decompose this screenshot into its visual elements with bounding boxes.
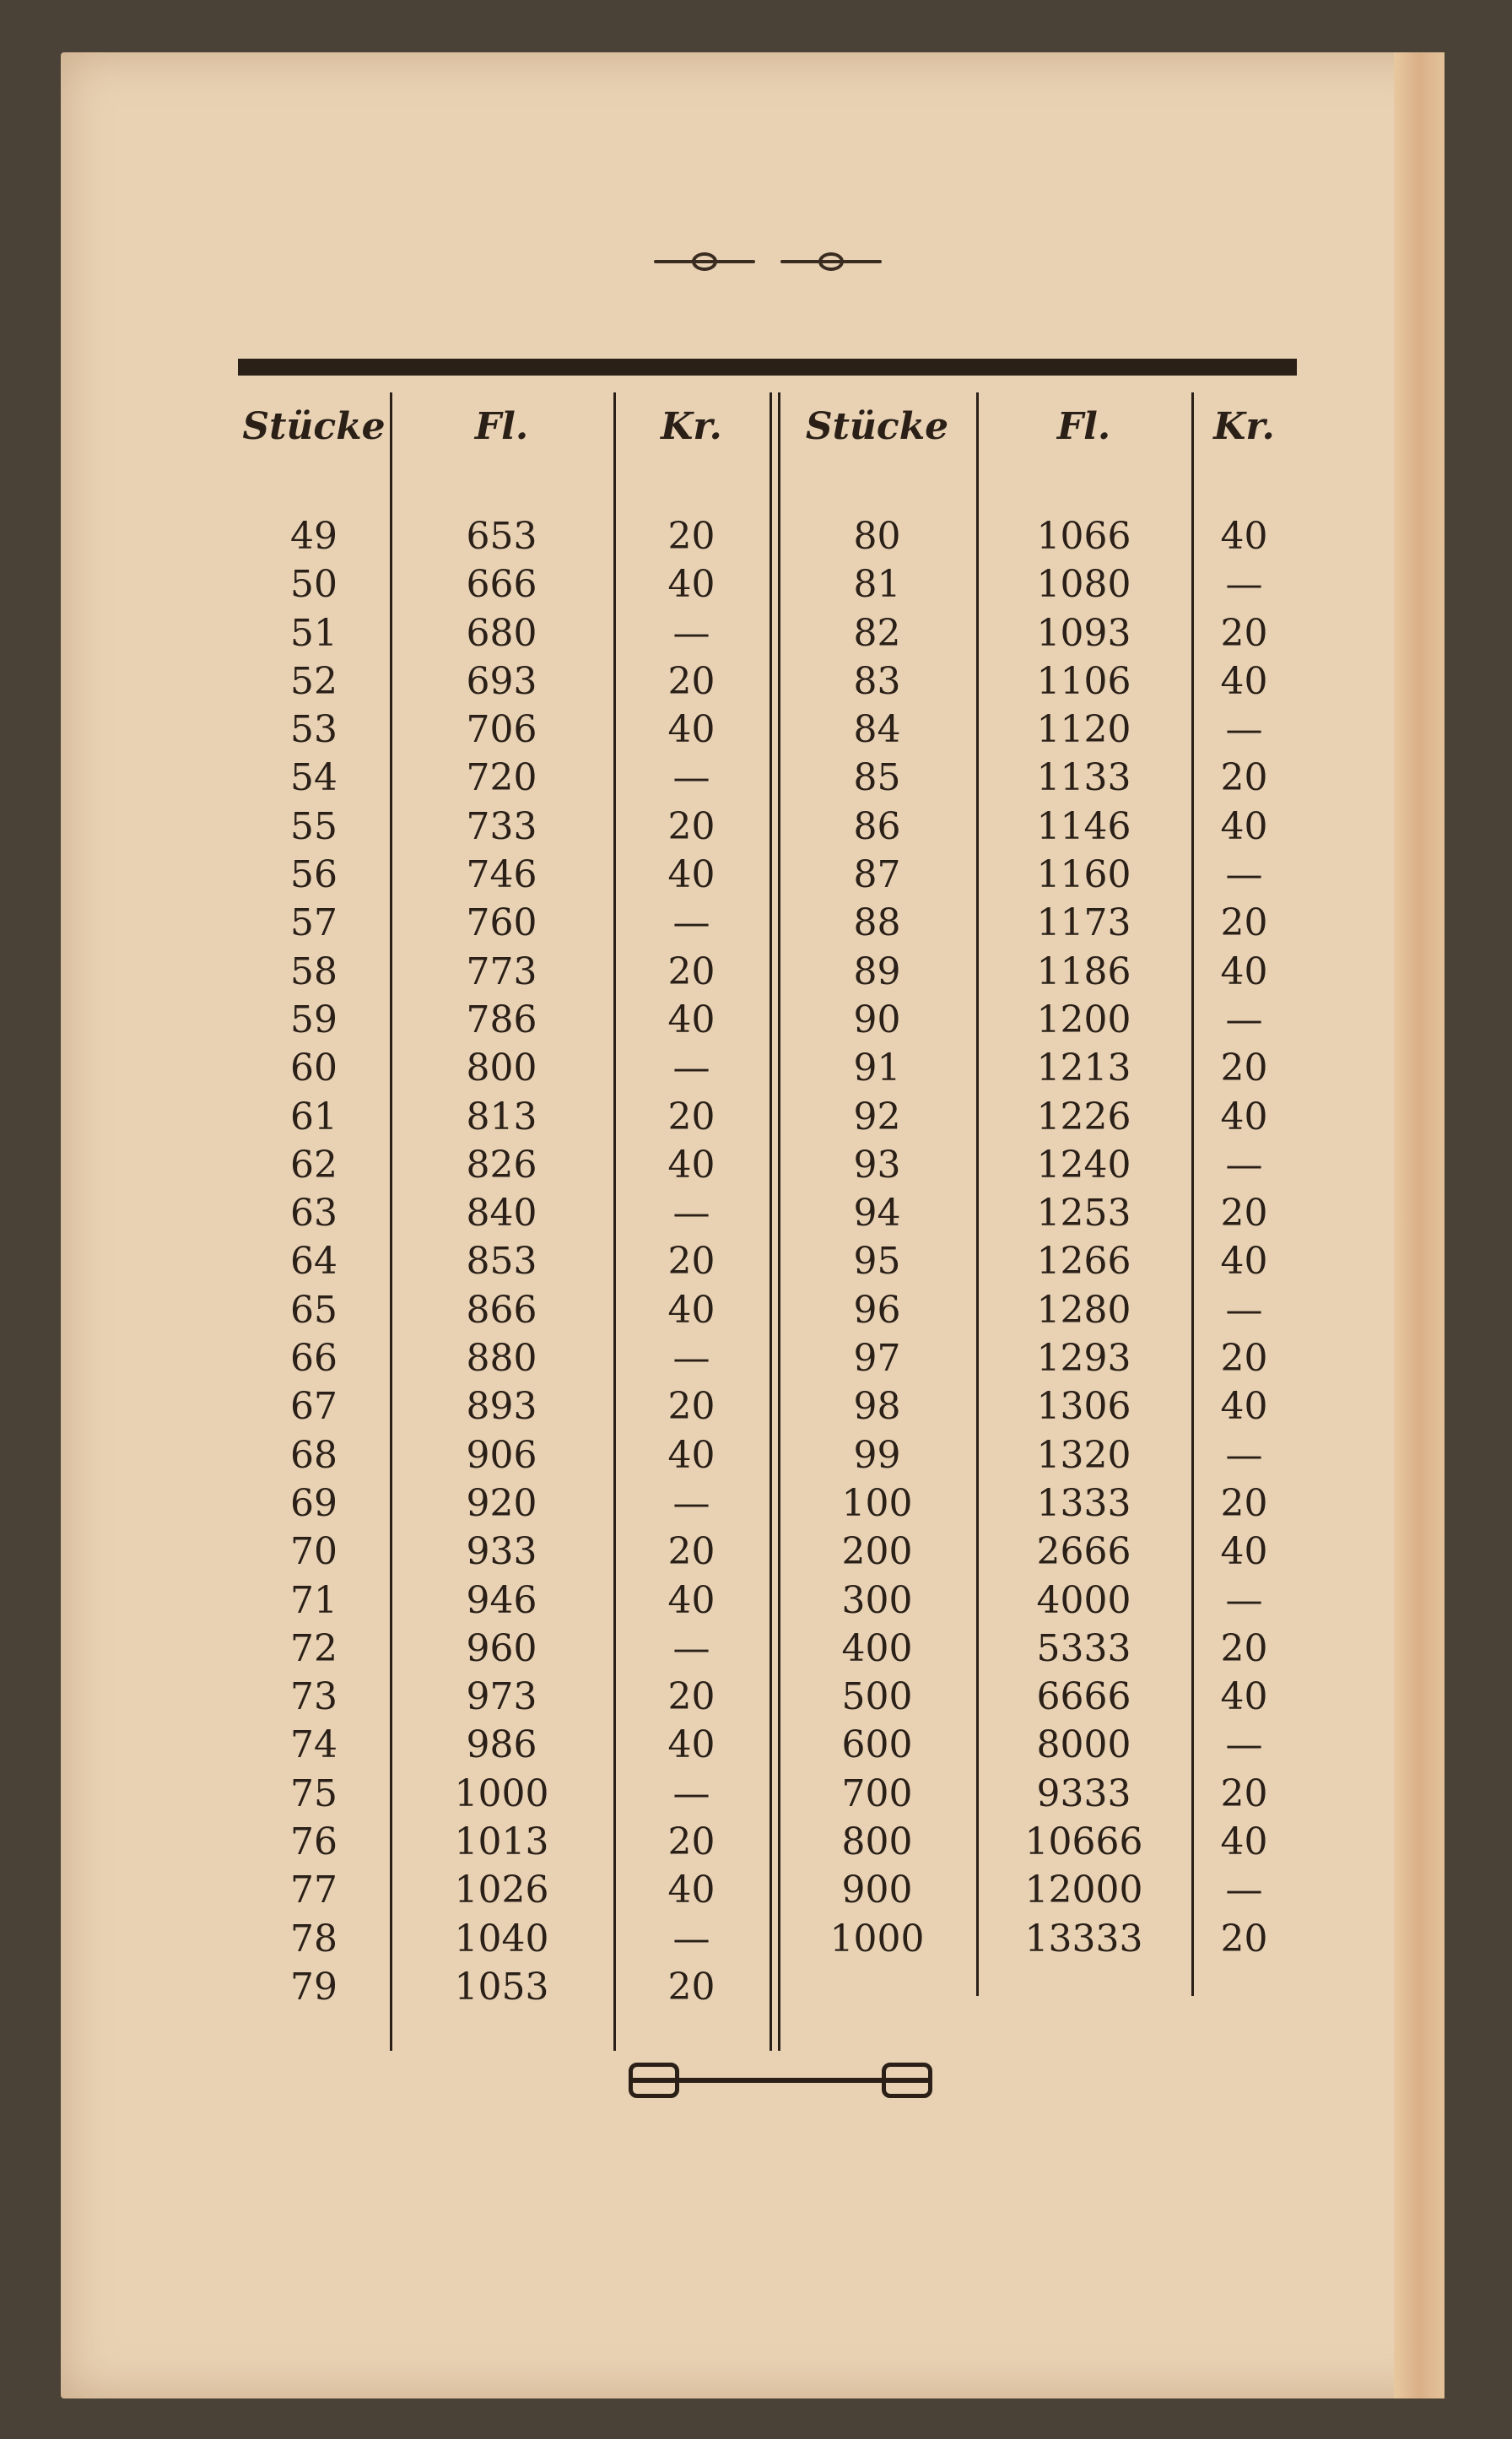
table-cell: 50 <box>290 563 338 607</box>
table-cell: 62 <box>290 1143 338 1187</box>
ornament-end-left <box>629 2063 679 2098</box>
table-cell: 1120 <box>1036 708 1131 752</box>
table-cell: 40 <box>667 1723 716 1767</box>
table-cell: 57 <box>290 901 338 945</box>
table-cell: 70 <box>290 1530 338 1574</box>
table-cell: 97 <box>853 1337 901 1381</box>
table-cell: 20 <box>667 804 716 848</box>
table-cell: — <box>672 611 710 655</box>
table-cell: 83 <box>853 659 901 703</box>
table-cell: 20 <box>1220 1771 1268 1815</box>
table-cell: 800 <box>841 1820 913 1864</box>
table-cell: 12000 <box>1024 1868 1143 1912</box>
table-cell: 400 <box>841 1626 913 1670</box>
table-cell: 840 <box>466 1192 537 1236</box>
table-cell: 6666 <box>1036 1675 1131 1719</box>
table-cell: 91 <box>853 1046 901 1090</box>
table-cell: 20 <box>667 1820 716 1864</box>
table-cell: 1000 <box>829 1917 925 1960</box>
table-cell: 933 <box>466 1530 537 1574</box>
table-cell: 40 <box>667 1288 716 1332</box>
table-cell: 893 <box>466 1385 537 1429</box>
column-kr-right <box>1191 512 1297 1963</box>
table-cell: 58 <box>290 949 338 993</box>
table-cell: 5333 <box>1036 1626 1131 1670</box>
table-cell: 1133 <box>1036 756 1131 800</box>
table-cell: — <box>1225 708 1263 752</box>
table-cell: 40 <box>1220 1240 1268 1284</box>
header-fl-left: Fl. <box>474 405 529 448</box>
table-cell: 74 <box>290 1723 338 1767</box>
table-cell: 13333 <box>1024 1917 1143 1960</box>
table-cell: — <box>672 1046 710 1090</box>
table-cell: 1026 <box>454 1868 549 1912</box>
table-cell: — <box>672 1917 710 1960</box>
table-cell: 853 <box>466 1240 537 1284</box>
header-kr-right: Kr. <box>1213 405 1275 448</box>
table-cell: — <box>672 1337 710 1381</box>
table-cell: 300 <box>841 1578 913 1622</box>
table-cell: 20 <box>667 1240 716 1284</box>
table-cell: 88 <box>853 901 901 945</box>
table-cell: 706 <box>466 708 537 752</box>
bottom-ornament <box>629 2059 932 2101</box>
table-cell: — <box>672 901 710 945</box>
table-cell: 40 <box>667 1868 716 1912</box>
page-edge <box>1394 52 1444 2398</box>
table-cell: 76 <box>290 1820 338 1864</box>
table-cell: 40 <box>1220 1820 1268 1864</box>
table-cell: 63 <box>290 1192 338 1236</box>
table-cell: 79 <box>290 1965 338 2009</box>
table-cell: 1306 <box>1036 1385 1131 1429</box>
table-cell: 866 <box>466 1288 537 1332</box>
table-cell: 746 <box>466 853 537 897</box>
table-cell: 51 <box>290 611 338 655</box>
table-cell: 20 <box>1220 1046 1268 1090</box>
table-cell: 1013 <box>454 1820 549 1864</box>
table-cell: 89 <box>853 949 901 993</box>
table-cell: 973 <box>466 1675 537 1719</box>
table-cell: — <box>1225 563 1263 607</box>
table-cell: 1160 <box>1036 853 1131 897</box>
table-cell: 40 <box>667 1143 716 1187</box>
table-cell: 40 <box>667 853 716 897</box>
table-cell: — <box>672 1192 710 1236</box>
table-cell: 40 <box>1220 1530 1268 1574</box>
table-cell: 96 <box>853 1288 901 1332</box>
header-stuecke-right: Stücke <box>805 405 949 448</box>
table-cell: 680 <box>466 611 537 655</box>
table-cell: 1293 <box>1036 1337 1131 1381</box>
table-cell: 68 <box>290 1433 338 1477</box>
table-cell: 20 <box>667 659 716 703</box>
table-cell: 800 <box>466 1046 537 1090</box>
table-cell: 67 <box>290 1385 338 1429</box>
table-cell: 1266 <box>1036 1240 1131 1284</box>
table-cell: 20 <box>667 1965 716 2009</box>
table-cell: 20 <box>1220 1192 1268 1236</box>
table-cell: 77 <box>290 1868 338 1912</box>
column-fl-left <box>390 512 613 2011</box>
column-divider <box>770 392 772 2051</box>
table-cell: 78 <box>290 1917 338 1960</box>
table-cell: 40 <box>667 708 716 752</box>
table-cell: 40 <box>1220 515 1268 558</box>
table-cell: 40 <box>1220 1095 1268 1138</box>
table-cell: 906 <box>466 1433 537 1477</box>
table-cell: 98 <box>853 1385 901 1429</box>
table-cell: 64 <box>290 1240 338 1284</box>
ornament-end-right <box>882 2063 932 2098</box>
table-cell: 20 <box>667 1095 716 1138</box>
table-cell: 9333 <box>1036 1771 1131 1815</box>
table-cell: — <box>672 756 710 800</box>
table-cell: — <box>672 1771 710 1815</box>
table-cell: 53 <box>290 708 338 752</box>
table-cell: 86 <box>853 804 901 848</box>
table-cell: 66 <box>290 1337 338 1381</box>
table-cell: 1320 <box>1036 1433 1131 1477</box>
table-cell: 75 <box>290 1771 338 1815</box>
table-cell: — <box>1225 1578 1263 1622</box>
table-cell: 653 <box>466 515 537 558</box>
table-cell: 49 <box>290 515 338 558</box>
table-cell: 600 <box>841 1723 913 1767</box>
column-fl-right <box>976 512 1191 1963</box>
table-cell: 760 <box>466 901 537 945</box>
table-cell: 700 <box>841 1771 913 1815</box>
table-cell: 54 <box>290 756 338 800</box>
table-cell: 20 <box>667 949 716 993</box>
table-cell: 2666 <box>1036 1530 1131 1574</box>
top-ornament <box>654 245 882 279</box>
table-cell: 40 <box>1220 804 1268 848</box>
table-cell: 40 <box>667 1433 716 1477</box>
table-cell: 1333 <box>1036 1481 1131 1525</box>
table-cell: 1066 <box>1036 515 1131 558</box>
table-cell: — <box>1225 853 1263 897</box>
table-cell: 40 <box>1220 1385 1268 1429</box>
table-cell: 666 <box>466 563 537 607</box>
table-cell: 986 <box>466 1723 537 1767</box>
header-fl-right: Fl. <box>1056 405 1111 448</box>
table-cell: 4000 <box>1036 1578 1131 1622</box>
table-cell: 40 <box>1220 1675 1268 1719</box>
table-cell: 99 <box>853 1433 901 1477</box>
table-cell: 693 <box>466 659 537 703</box>
price-table <box>238 359 1297 2013</box>
table-cell: 1213 <box>1036 1046 1131 1090</box>
table-cell: 960 <box>466 1626 537 1670</box>
table-cell: 92 <box>853 1095 901 1138</box>
table-cell: — <box>1225 1288 1263 1332</box>
table-cell: 1200 <box>1036 998 1131 1041</box>
table-cell: — <box>672 1481 710 1525</box>
table-cell: 90 <box>853 998 901 1041</box>
table-cell: 1053 <box>454 1965 549 2009</box>
table-cell: 20 <box>1220 1917 1268 1960</box>
column-stuecke-right <box>778 512 976 1963</box>
table-cell: 920 <box>466 1481 537 1525</box>
table-cell: 81 <box>853 563 901 607</box>
ornament-right <box>780 252 882 271</box>
table-cell: 61 <box>290 1095 338 1138</box>
table-cell: 8000 <box>1036 1723 1131 1767</box>
table-cell: — <box>1225 998 1263 1041</box>
table-cell: 20 <box>667 1530 716 1574</box>
column-kr-left <box>613 512 770 2011</box>
table-cell: 1173 <box>1036 901 1131 945</box>
table-cell: 1186 <box>1036 949 1131 993</box>
table-cell: 20 <box>1220 756 1268 800</box>
table-cell: 20 <box>1220 901 1268 945</box>
table-cell: 69 <box>290 1481 338 1525</box>
table-cell: 59 <box>290 998 338 1041</box>
table-cell: 80 <box>853 515 901 558</box>
table-cell: — <box>1225 1143 1263 1187</box>
table-cell: 94 <box>853 1192 901 1236</box>
table-cell: — <box>1225 1868 1263 1912</box>
table-cell: — <box>1225 1723 1263 1767</box>
table-cell: 1146 <box>1036 804 1131 848</box>
table-cell: 52 <box>290 659 338 703</box>
table-cell: 82 <box>853 611 901 655</box>
table-cell: 40 <box>667 1578 716 1622</box>
table-top-rule <box>238 359 1297 376</box>
header-stuecke-left: Stücke <box>242 405 386 448</box>
table-cell: 95 <box>853 1240 901 1284</box>
table-cell: 20 <box>1220 1481 1268 1525</box>
table-cell: 1226 <box>1036 1095 1131 1138</box>
table-cell: 1093 <box>1036 611 1131 655</box>
table-cell: 773 <box>466 949 537 993</box>
table-cell: — <box>672 1626 710 1670</box>
table-cell: 900 <box>841 1868 913 1912</box>
table-cell: 1280 <box>1036 1288 1131 1332</box>
table-cell: 20 <box>1220 1337 1268 1381</box>
table-cell: 65 <box>290 1288 338 1332</box>
table-cell: 1040 <box>454 1917 549 1960</box>
table-cell: 1000 <box>454 1771 549 1815</box>
table-cell: 720 <box>466 756 537 800</box>
table-cell: 1253 <box>1036 1192 1131 1236</box>
table-cell: 87 <box>853 853 901 897</box>
table-cell: 200 <box>841 1530 913 1574</box>
table-cell: 786 <box>466 998 537 1041</box>
ornament-left <box>654 252 755 271</box>
table-cell: 500 <box>841 1675 913 1719</box>
table-cell: 72 <box>290 1626 338 1670</box>
table-cell: 20 <box>667 1675 716 1719</box>
table-cell: 40 <box>1220 659 1268 703</box>
table-cell: 40 <box>667 998 716 1041</box>
table-cell: 733 <box>466 804 537 848</box>
table-cell: 813 <box>466 1095 537 1138</box>
table-cell: 100 <box>841 1481 913 1525</box>
table-cell: 56 <box>290 853 338 897</box>
table-cell: 10666 <box>1024 1820 1143 1864</box>
table-cell: 93 <box>853 1143 901 1187</box>
table-cell: 20 <box>667 515 716 558</box>
table-cell: 20 <box>1220 611 1268 655</box>
table-cell: 85 <box>853 756 901 800</box>
table-cell: 880 <box>466 1337 537 1381</box>
table-cell: 1240 <box>1036 1143 1131 1187</box>
table-cell: 71 <box>290 1578 338 1622</box>
table-cell: 1080 <box>1036 563 1131 607</box>
table-cell: 826 <box>466 1143 537 1187</box>
table-cell: 73 <box>290 1675 338 1719</box>
table-cell: 946 <box>466 1578 537 1622</box>
table-cell: 40 <box>667 563 716 607</box>
table-cell: 84 <box>853 708 901 752</box>
table-cell: 60 <box>290 1046 338 1090</box>
header-kr-left: Kr. <box>661 405 722 448</box>
table-cell: 55 <box>290 804 338 848</box>
table-cell: 1106 <box>1036 659 1131 703</box>
table-cell: 20 <box>1220 1626 1268 1670</box>
table-cell: 20 <box>667 1385 716 1429</box>
table-cell: — <box>1225 1433 1263 1477</box>
table-cell: 40 <box>1220 949 1268 993</box>
column-stuecke-left <box>238 512 390 2011</box>
